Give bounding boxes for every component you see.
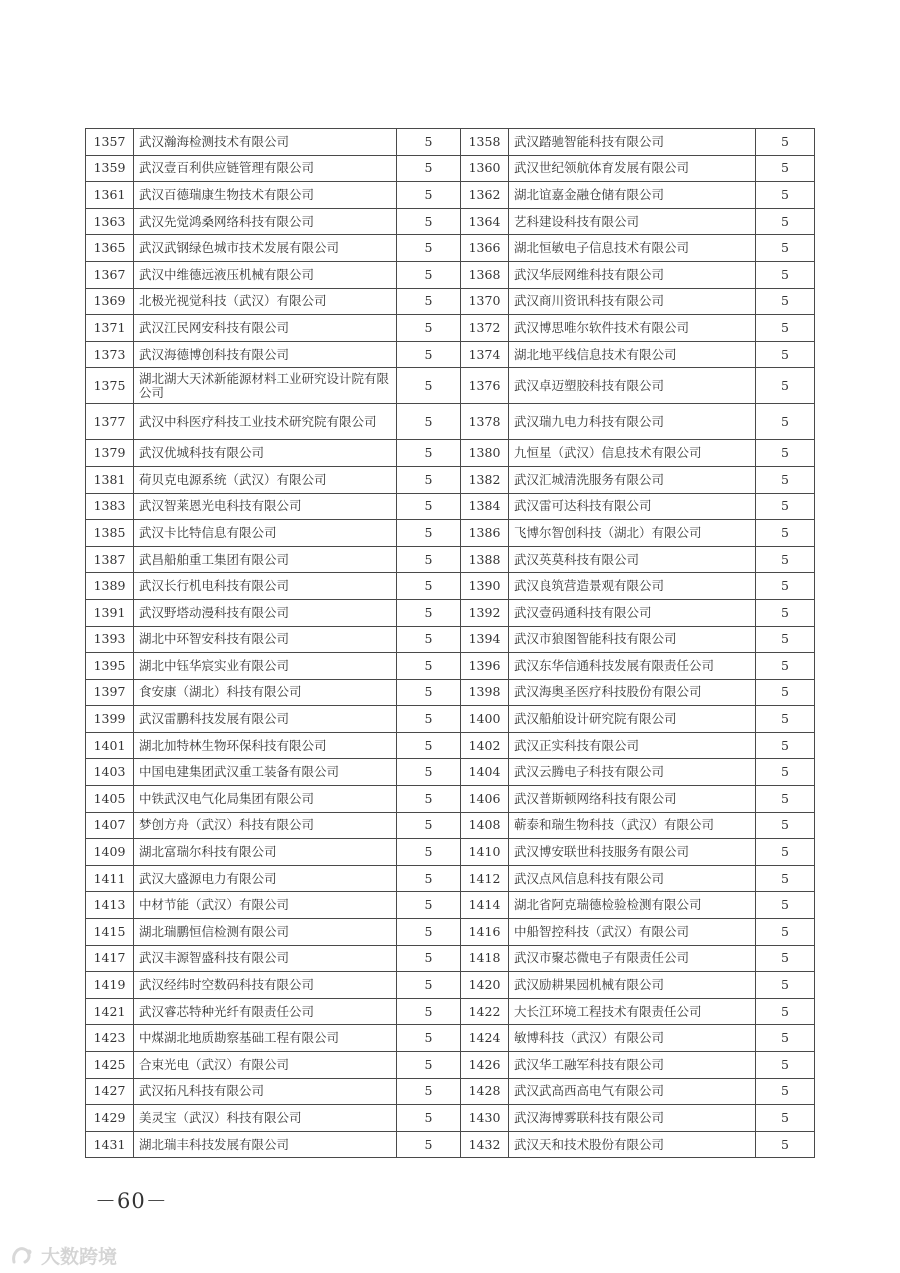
entry-score: 5 bbox=[397, 1078, 461, 1105]
entry-number: 1422 bbox=[461, 998, 509, 1025]
entry-number: 1397 bbox=[86, 679, 134, 706]
entry-score: 5 bbox=[756, 1078, 815, 1105]
entry-score: 5 bbox=[397, 812, 461, 839]
entry-score: 5 bbox=[397, 129, 461, 156]
entry-score: 5 bbox=[756, 341, 815, 368]
entry-score: 5 bbox=[397, 155, 461, 182]
entry-number: 1412 bbox=[461, 865, 509, 892]
entry-number: 1420 bbox=[461, 972, 509, 999]
entry-score: 5 bbox=[756, 208, 815, 235]
entry-number: 1426 bbox=[461, 1052, 509, 1079]
entry-score: 5 bbox=[397, 493, 461, 520]
entry-number: 1400 bbox=[461, 706, 509, 733]
company-name: 湖北地平线信息技术有限公司 bbox=[509, 341, 756, 368]
entry-score: 5 bbox=[756, 404, 815, 440]
company-name: 武昌船舶重工集团有限公司 bbox=[134, 546, 397, 573]
entry-score: 5 bbox=[756, 972, 815, 999]
entry-number: 1408 bbox=[461, 812, 509, 839]
table-row bbox=[86, 1131, 815, 1158]
entry-number: 1423 bbox=[86, 1025, 134, 1052]
company-name: 武汉世纪领航体育发展有限公司 bbox=[509, 155, 756, 182]
company-name: 武汉海博雾联科技有限公司 bbox=[509, 1105, 756, 1132]
company-name: 武汉经纬时空数码科技有限公司 bbox=[134, 972, 397, 999]
company-name: 武汉东华信通科技发展有限责任公司 bbox=[509, 653, 756, 680]
entry-score: 5 bbox=[397, 839, 461, 866]
entry-number: 1406 bbox=[461, 786, 509, 813]
entry-score: 5 bbox=[756, 865, 815, 892]
company-name: 飞博尔智创科技（湖北）有限公司 bbox=[509, 520, 756, 547]
entry-score: 5 bbox=[756, 998, 815, 1025]
entry-score: 5 bbox=[756, 573, 815, 600]
company-name: 美灵宝（武汉）科技有限公司 bbox=[134, 1105, 397, 1132]
entry-number: 1376 bbox=[461, 368, 509, 404]
table-row bbox=[86, 129, 815, 156]
company-name: 武汉中维德远液压机械有限公司 bbox=[134, 261, 397, 288]
company-name: 武汉踏驰智能科技有限公司 bbox=[509, 129, 756, 156]
entry-score: 5 bbox=[397, 182, 461, 209]
company-name: 蕲泰和瑞生物科技（武汉）有限公司 bbox=[509, 812, 756, 839]
entry-number: 1388 bbox=[461, 546, 509, 573]
entry-score: 5 bbox=[397, 706, 461, 733]
company-name: 武汉拓凡科技有限公司 bbox=[134, 1078, 397, 1105]
company-name: 湖北瑞鹏恒信检测有限公司 bbox=[134, 919, 397, 946]
entry-number: 1398 bbox=[461, 679, 509, 706]
company-name: 湖北加特林生物环保科技有限公司 bbox=[134, 732, 397, 759]
table-row bbox=[86, 1025, 815, 1052]
entry-number: 1362 bbox=[461, 182, 509, 209]
entry-score: 5 bbox=[756, 1052, 815, 1079]
company-name: 武汉丰源智盛科技有限公司 bbox=[134, 945, 397, 972]
company-name: 合束光电（武汉）有限公司 bbox=[134, 1052, 397, 1079]
entry-score: 5 bbox=[397, 368, 461, 404]
company-name: 武汉海奥圣医疗科技股份有限公司 bbox=[509, 679, 756, 706]
entry-number: 1410 bbox=[461, 839, 509, 866]
company-name: 湖北谊嘉金融仓储有限公司 bbox=[509, 182, 756, 209]
company-name: 武汉壹百利供应链管理有限公司 bbox=[134, 155, 397, 182]
company-name: 武汉市狼图智能科技有限公司 bbox=[509, 626, 756, 653]
entry-number: 1401 bbox=[86, 732, 134, 759]
entry-number: 1383 bbox=[86, 493, 134, 520]
entry-score: 5 bbox=[397, 315, 461, 342]
watermark-text: 大数跨境 bbox=[41, 1246, 118, 1268]
company-name: 北极光视觉科技（武汉）有限公司 bbox=[134, 288, 397, 315]
entry-number: 1411 bbox=[86, 865, 134, 892]
company-name: 武汉博安联世科技服务有限公司 bbox=[509, 839, 756, 866]
company-name: 武汉优城科技有限公司 bbox=[134, 440, 397, 467]
entry-score: 5 bbox=[756, 182, 815, 209]
entry-number: 1427 bbox=[86, 1078, 134, 1105]
entry-score: 5 bbox=[756, 520, 815, 547]
entry-score: 5 bbox=[397, 786, 461, 813]
entry-score: 5 bbox=[397, 341, 461, 368]
entry-number: 1418 bbox=[461, 945, 509, 972]
entry-score: 5 bbox=[397, 679, 461, 706]
table-row bbox=[86, 404, 815, 440]
entry-score: 5 bbox=[397, 732, 461, 759]
table-row bbox=[86, 679, 815, 706]
entry-score: 5 bbox=[397, 865, 461, 892]
table-row bbox=[86, 865, 815, 892]
company-name: 武汉博思唯尔软件技术有限公司 bbox=[509, 315, 756, 342]
entry-score: 5 bbox=[397, 235, 461, 262]
entry-number: 1430 bbox=[461, 1105, 509, 1132]
entry-number: 1360 bbox=[461, 155, 509, 182]
entry-number: 1363 bbox=[86, 208, 134, 235]
company-name: 武汉壹码通科技有限公司 bbox=[509, 599, 756, 626]
company-name: 大长江环境工程技术有限责任公司 bbox=[509, 998, 756, 1025]
entry-number: 1390 bbox=[461, 573, 509, 600]
entry-score: 5 bbox=[397, 626, 461, 653]
entry-number: 1384 bbox=[461, 493, 509, 520]
entry-score: 5 bbox=[756, 493, 815, 520]
company-name: 武汉长行机电科技有限公司 bbox=[134, 573, 397, 600]
table-row bbox=[86, 892, 815, 919]
company-name: 湖北瑞丰科技发展有限公司 bbox=[134, 1131, 397, 1158]
entry-number: 1429 bbox=[86, 1105, 134, 1132]
company-name: 武汉正实科技有限公司 bbox=[509, 732, 756, 759]
entry-score: 5 bbox=[756, 1025, 815, 1052]
table-body bbox=[86, 129, 815, 1158]
entry-score: 5 bbox=[397, 759, 461, 786]
entry-number: 1373 bbox=[86, 341, 134, 368]
company-name: 武汉汇城清洗服务有限公司 bbox=[509, 466, 756, 493]
company-name: 武汉良筑营造景观有限公司 bbox=[509, 573, 756, 600]
entry-number: 1367 bbox=[86, 261, 134, 288]
table-row bbox=[86, 626, 815, 653]
entry-score: 5 bbox=[397, 573, 461, 600]
table-row bbox=[86, 520, 815, 547]
company-name: 武汉雷可达科技有限公司 bbox=[509, 493, 756, 520]
entry-number: 1417 bbox=[86, 945, 134, 972]
company-name: 中材节能（武汉）有限公司 bbox=[134, 892, 397, 919]
company-name: 武汉英莫科技有限公司 bbox=[509, 546, 756, 573]
entry-score: 5 bbox=[756, 706, 815, 733]
table-row bbox=[86, 466, 815, 493]
entry-score: 5 bbox=[756, 440, 815, 467]
entry-score: 5 bbox=[756, 368, 815, 404]
entry-score: 5 bbox=[397, 998, 461, 1025]
entry-number: 1382 bbox=[461, 466, 509, 493]
entry-number: 1414 bbox=[461, 892, 509, 919]
table-row bbox=[86, 786, 815, 813]
company-name: 湖北富瑞尔科技有限公司 bbox=[134, 839, 397, 866]
entry-number: 1392 bbox=[461, 599, 509, 626]
entry-score: 5 bbox=[756, 546, 815, 573]
company-name: 武汉武钢绿色城市技术发展有限公司 bbox=[134, 235, 397, 262]
page-number: －60－ bbox=[95, 1189, 168, 1213]
entry-score: 5 bbox=[397, 546, 461, 573]
entry-score: 5 bbox=[756, 919, 815, 946]
watermark-logo-icon bbox=[10, 1244, 36, 1268]
company-name: 武汉中科医疗科技工业技术研究院有限公司 bbox=[134, 404, 397, 440]
table-row bbox=[86, 599, 815, 626]
entry-number: 1386 bbox=[461, 520, 509, 547]
entry-score: 5 bbox=[397, 288, 461, 315]
company-name: 武汉野塔动漫科技有限公司 bbox=[134, 599, 397, 626]
company-name: 武汉市聚芯微电子有限责任公司 bbox=[509, 945, 756, 972]
entry-number: 1432 bbox=[461, 1131, 509, 1158]
table-row bbox=[86, 919, 815, 946]
table-row bbox=[86, 546, 815, 573]
company-name: 荷贝克电源系统（武汉）有限公司 bbox=[134, 466, 397, 493]
entry-number: 1378 bbox=[461, 404, 509, 440]
table-row bbox=[86, 945, 815, 972]
company-name: 中船智控科技（武汉）有限公司 bbox=[509, 919, 756, 946]
entry-number: 1431 bbox=[86, 1131, 134, 1158]
company-name: 湖北湖大天沭新能源材料工业研究设计院有限公司 bbox=[134, 368, 397, 404]
company-name: 中煤湖北地质勘察基础工程有限公司 bbox=[134, 1025, 397, 1052]
company-name: 武汉励耕果园机械有限公司 bbox=[509, 972, 756, 999]
company-name: 武汉卓迈塑胶科技有限公司 bbox=[509, 368, 756, 404]
entry-number: 1409 bbox=[86, 839, 134, 866]
entry-score: 5 bbox=[756, 839, 815, 866]
entry-score: 5 bbox=[756, 599, 815, 626]
company-name: 中铁武汉电气化局集团有限公司 bbox=[134, 786, 397, 813]
company-name: 武汉华辰网维科技有限公司 bbox=[509, 261, 756, 288]
entry-number: 1375 bbox=[86, 368, 134, 404]
entry-number: 1421 bbox=[86, 998, 134, 1025]
entry-score: 5 bbox=[756, 679, 815, 706]
company-name: 湖北中钰华宸实业有限公司 bbox=[134, 653, 397, 680]
entry-number: 1377 bbox=[86, 404, 134, 440]
entry-score: 5 bbox=[756, 1131, 815, 1158]
entry-score: 5 bbox=[756, 759, 815, 786]
entry-score: 5 bbox=[397, 653, 461, 680]
entry-score: 5 bbox=[756, 732, 815, 759]
table-row bbox=[86, 288, 815, 315]
entry-score: 5 bbox=[397, 599, 461, 626]
table-row bbox=[86, 573, 815, 600]
entry-score: 5 bbox=[756, 945, 815, 972]
company-name: 武汉普斯顿网络科技有限公司 bbox=[509, 786, 756, 813]
entry-number: 1380 bbox=[461, 440, 509, 467]
company-name: 武汉点风信息科技有限公司 bbox=[509, 865, 756, 892]
entry-number: 1387 bbox=[86, 546, 134, 573]
entry-number: 1370 bbox=[461, 288, 509, 315]
company-name: 艺科建设科技有限公司 bbox=[509, 208, 756, 235]
company-name: 武汉睿芯特种光纤有限责任公司 bbox=[134, 998, 397, 1025]
table-row bbox=[86, 1105, 815, 1132]
entry-score: 5 bbox=[397, 892, 461, 919]
entry-score: 5 bbox=[397, 466, 461, 493]
entry-number: 1419 bbox=[86, 972, 134, 999]
entry-score: 5 bbox=[397, 1131, 461, 1158]
table-row bbox=[86, 759, 815, 786]
table-row bbox=[86, 839, 815, 866]
company-name: 武汉江民网安科技有限公司 bbox=[134, 315, 397, 342]
entry-number: 1374 bbox=[461, 341, 509, 368]
company-name: 九恒星（武汉）信息技术有限公司 bbox=[509, 440, 756, 467]
company-name: 梦创方舟（武汉）科技有限公司 bbox=[134, 812, 397, 839]
entry-score: 5 bbox=[397, 945, 461, 972]
entry-number: 1366 bbox=[461, 235, 509, 262]
table-row bbox=[86, 315, 815, 342]
company-list-table bbox=[85, 128, 815, 1158]
entry-number: 1407 bbox=[86, 812, 134, 839]
table-row bbox=[86, 341, 815, 368]
company-name: 食安康（湖北）科技有限公司 bbox=[134, 679, 397, 706]
entry-number: 1371 bbox=[86, 315, 134, 342]
entry-number: 1416 bbox=[461, 919, 509, 946]
table-row bbox=[86, 261, 815, 288]
entry-score: 5 bbox=[756, 626, 815, 653]
entry-number: 1405 bbox=[86, 786, 134, 813]
entry-number: 1368 bbox=[461, 261, 509, 288]
company-name: 武汉武高西高电气有限公司 bbox=[509, 1078, 756, 1105]
company-name: 武汉百德瑞康生物技术有限公司 bbox=[134, 182, 397, 209]
company-name: 武汉先觉鸿桑网络科技有限公司 bbox=[134, 208, 397, 235]
entry-number: 1396 bbox=[461, 653, 509, 680]
company-name: 湖北省阿克瑞德检验检测有限公司 bbox=[509, 892, 756, 919]
entry-number: 1364 bbox=[461, 208, 509, 235]
company-name: 武汉船舶设计研究院有限公司 bbox=[509, 706, 756, 733]
entry-number: 1403 bbox=[86, 759, 134, 786]
company-name: 武汉商川资讯科技有限公司 bbox=[509, 288, 756, 315]
entry-number: 1394 bbox=[461, 626, 509, 653]
entry-number: 1389 bbox=[86, 573, 134, 600]
table-row bbox=[86, 732, 815, 759]
entry-score: 5 bbox=[756, 786, 815, 813]
watermark bbox=[10, 1242, 117, 1269]
entry-number: 1425 bbox=[86, 1052, 134, 1079]
entry-score: 5 bbox=[397, 520, 461, 547]
entry-number: 1399 bbox=[86, 706, 134, 733]
company-name: 武汉海德博创科技有限公司 bbox=[134, 341, 397, 368]
entry-score: 5 bbox=[756, 129, 815, 156]
company-name: 武汉瑞九电力科技有限公司 bbox=[509, 404, 756, 440]
company-name: 武汉云腾电子科技有限公司 bbox=[509, 759, 756, 786]
entry-number: 1385 bbox=[86, 520, 134, 547]
entry-score: 5 bbox=[397, 919, 461, 946]
company-name: 湖北中环智安科技有限公司 bbox=[134, 626, 397, 653]
entry-score: 5 bbox=[397, 972, 461, 999]
entry-score: 5 bbox=[397, 208, 461, 235]
table-row bbox=[86, 493, 815, 520]
entry-number: 1358 bbox=[461, 129, 509, 156]
entry-number: 1372 bbox=[461, 315, 509, 342]
entry-number: 1359 bbox=[86, 155, 134, 182]
entry-score: 5 bbox=[756, 812, 815, 839]
entry-score: 5 bbox=[756, 892, 815, 919]
entry-number: 1413 bbox=[86, 892, 134, 919]
company-name: 湖北恒敏电子信息技术有限公司 bbox=[509, 235, 756, 262]
table-row bbox=[86, 812, 815, 839]
entry-score: 5 bbox=[397, 404, 461, 440]
entry-score: 5 bbox=[756, 288, 815, 315]
table-row bbox=[86, 653, 815, 680]
company-name: 敏博科技（武汉）有限公司 bbox=[509, 1025, 756, 1052]
entry-score: 5 bbox=[397, 1052, 461, 1079]
table-row bbox=[86, 706, 815, 733]
table-row bbox=[86, 972, 815, 999]
table-row bbox=[86, 1078, 815, 1105]
entry-score: 5 bbox=[397, 261, 461, 288]
table-row bbox=[86, 1052, 815, 1079]
company-name: 中国电建集团武汉重工装备有限公司 bbox=[134, 759, 397, 786]
entry-score: 5 bbox=[397, 440, 461, 467]
table-row bbox=[86, 368, 815, 404]
table-row bbox=[86, 998, 815, 1025]
entry-score: 5 bbox=[397, 1105, 461, 1132]
entry-number: 1369 bbox=[86, 288, 134, 315]
table-row bbox=[86, 182, 815, 209]
entry-number: 1381 bbox=[86, 466, 134, 493]
entry-score: 5 bbox=[756, 235, 815, 262]
company-name: 武汉雷鹏科技发展有限公司 bbox=[134, 706, 397, 733]
entry-number: 1391 bbox=[86, 599, 134, 626]
entry-score: 5 bbox=[756, 653, 815, 680]
table-row bbox=[86, 155, 815, 182]
entry-number: 1404 bbox=[461, 759, 509, 786]
entry-number: 1428 bbox=[461, 1078, 509, 1105]
company-name: 武汉卡比特信息有限公司 bbox=[134, 520, 397, 547]
entry-score: 5 bbox=[756, 155, 815, 182]
entry-number: 1365 bbox=[86, 235, 134, 262]
entry-score: 5 bbox=[756, 315, 815, 342]
entry-number: 1415 bbox=[86, 919, 134, 946]
table-row bbox=[86, 235, 815, 262]
company-name: 武汉华工融军科技有限公司 bbox=[509, 1052, 756, 1079]
company-name: 武汉智莱恩光电科技有限公司 bbox=[134, 493, 397, 520]
entry-score: 5 bbox=[756, 261, 815, 288]
table-row bbox=[86, 440, 815, 467]
entry-number: 1395 bbox=[86, 653, 134, 680]
entry-score: 5 bbox=[756, 1105, 815, 1132]
entry-number: 1402 bbox=[461, 732, 509, 759]
table-row bbox=[86, 208, 815, 235]
company-name: 武汉大盛源电力有限公司 bbox=[134, 865, 397, 892]
entry-number: 1379 bbox=[86, 440, 134, 467]
entry-score: 5 bbox=[397, 1025, 461, 1052]
entry-number: 1361 bbox=[86, 182, 134, 209]
entry-number: 1357 bbox=[86, 129, 134, 156]
company-name: 武汉瀚海检测技术有限公司 bbox=[134, 129, 397, 156]
company-name: 武汉天和技术股份有限公司 bbox=[509, 1131, 756, 1158]
entry-number: 1424 bbox=[461, 1025, 509, 1052]
entry-number: 1393 bbox=[86, 626, 134, 653]
entry-score: 5 bbox=[756, 466, 815, 493]
